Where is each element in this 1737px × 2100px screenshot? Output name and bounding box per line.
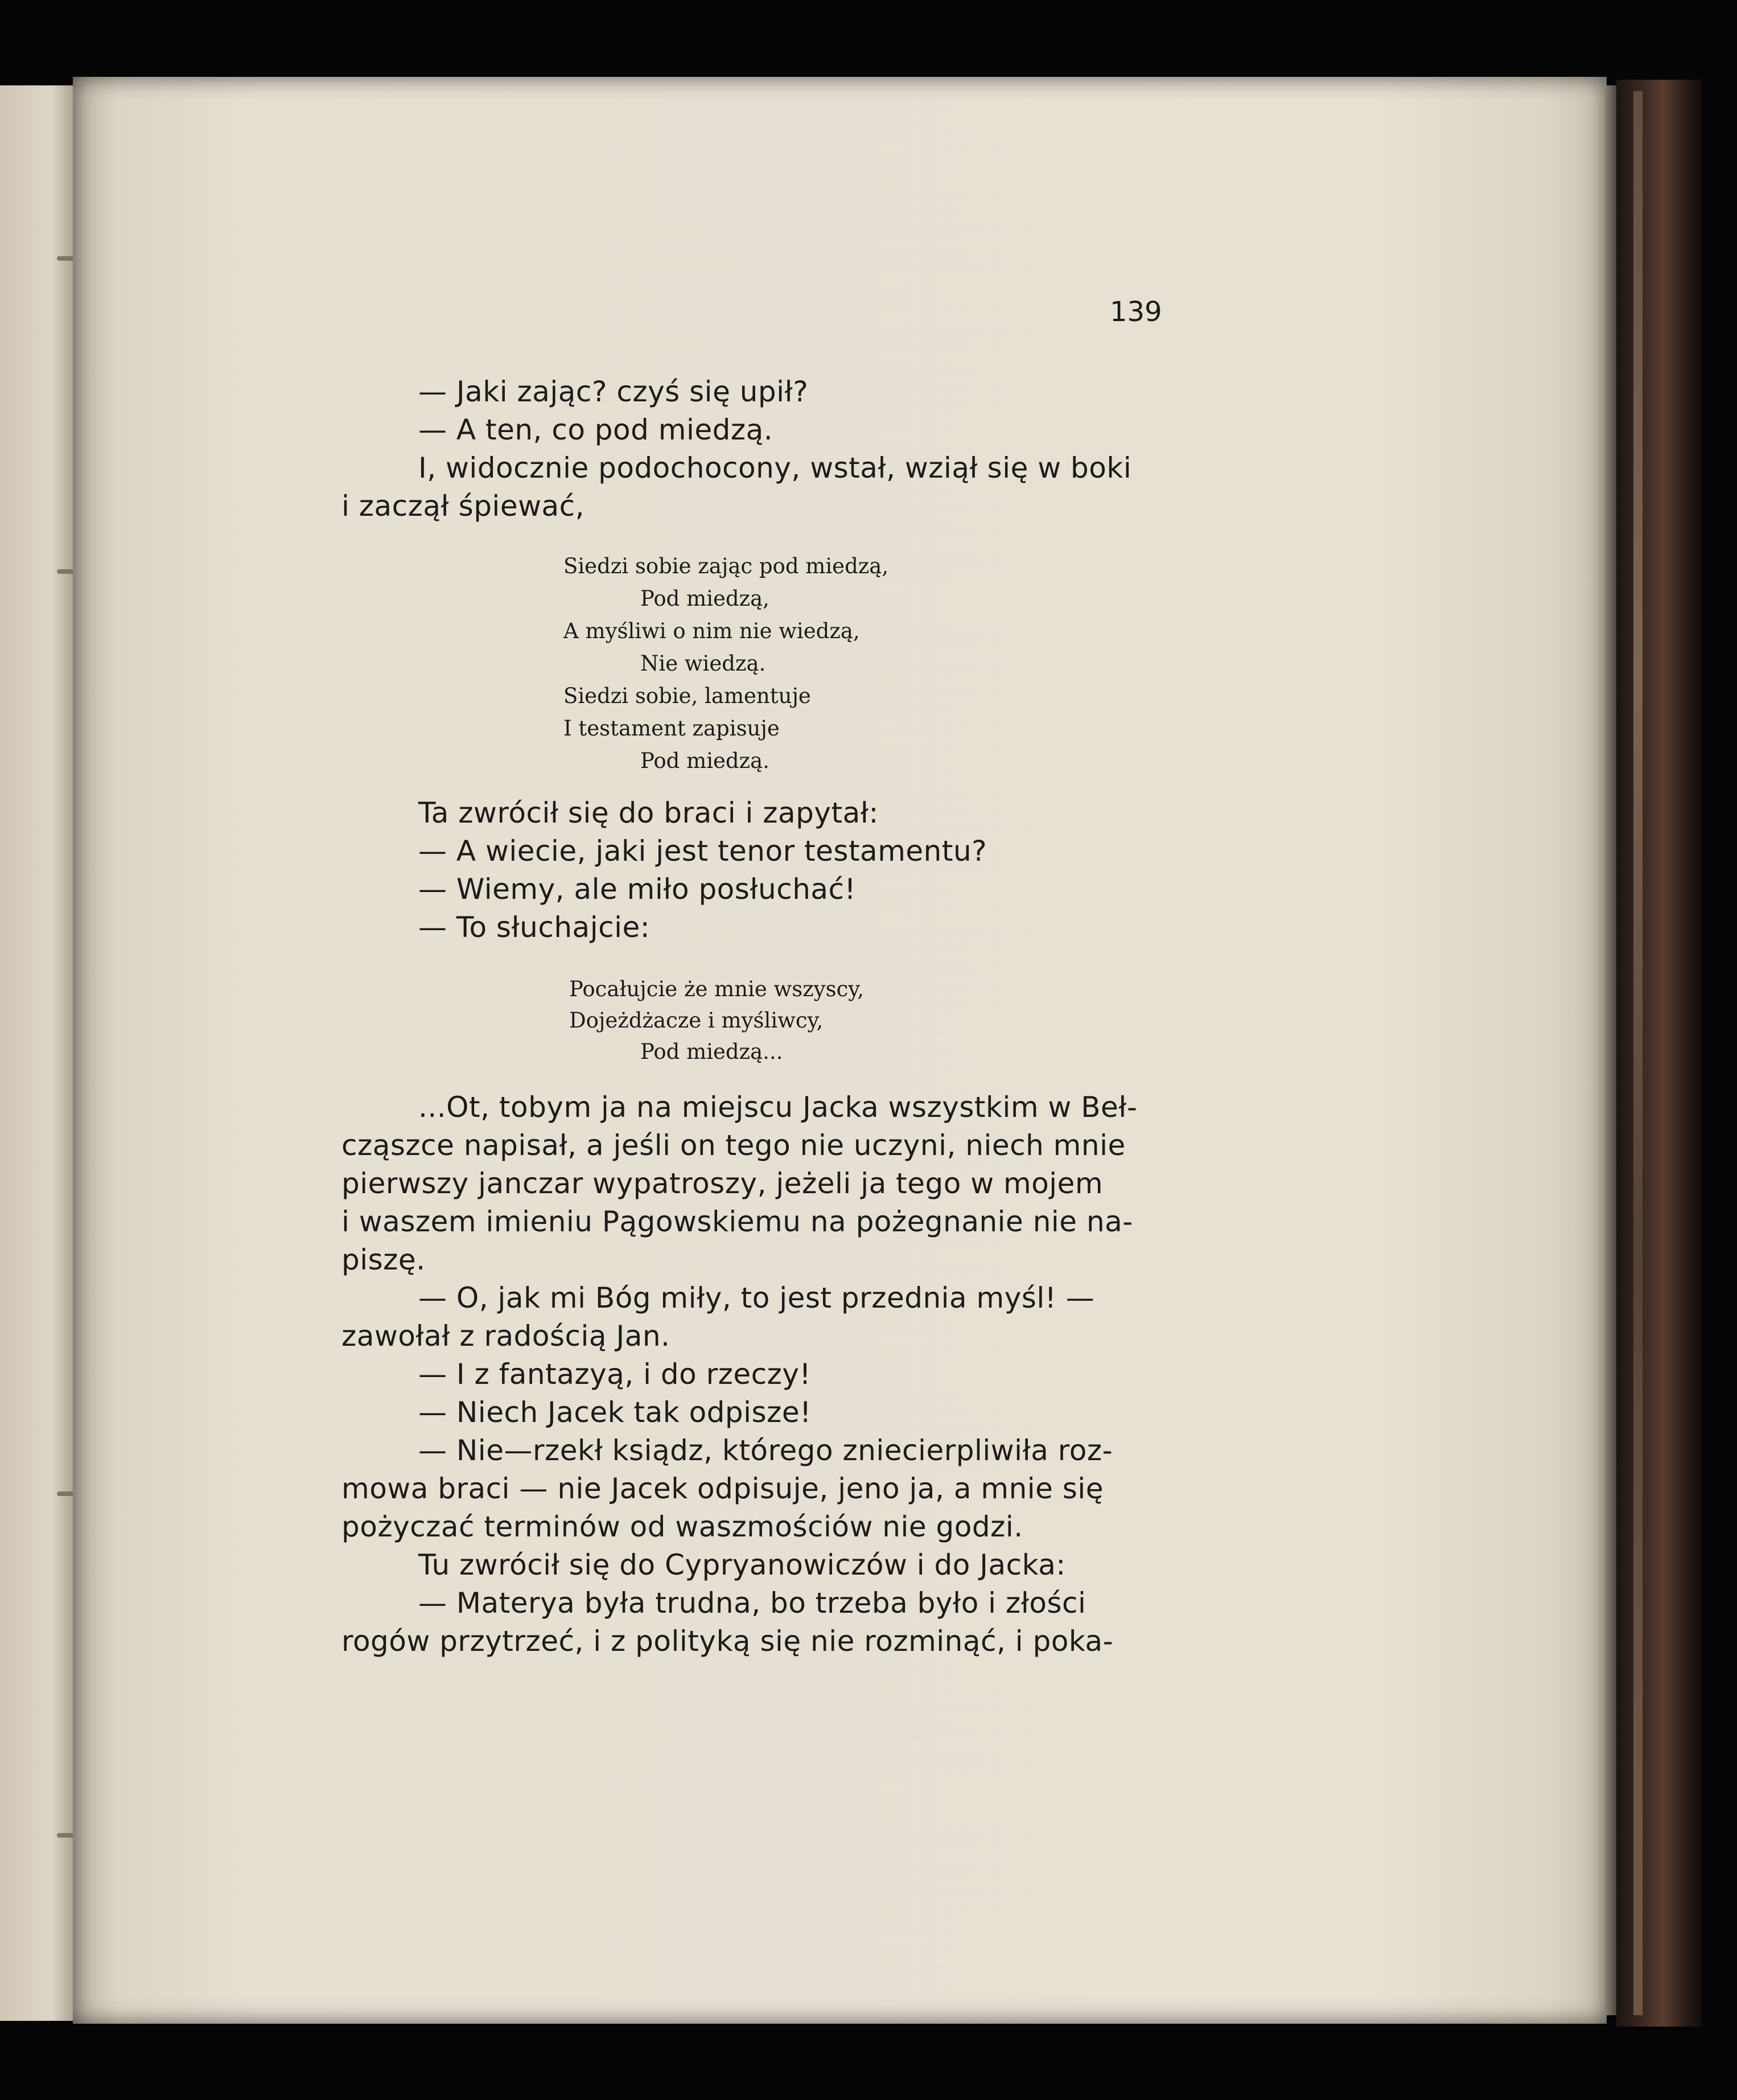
text-line: — O, jak mi Bóg miły, to jest przednia myśl! — <box>418 1281 1095 1314</box>
verse-line: Siedzi sobie zając pod miedzą, <box>563 554 889 578</box>
text-line: — Materya była trudna, bo trzeba było i złości <box>418 1587 1086 1620</box>
text-line: pożyczać terminów od waszmościów nie godzi. <box>341 1510 1023 1543</box>
text-line: — Nie—rzekł ksiądz, którego zniecierpliwiła roz- <box>418 1434 1113 1467</box>
text-line: I, widocznie podochocony, wstał, wziął się w boki <box>418 451 1132 484</box>
verse-line: Siedzi sobie, lamentuje <box>563 684 811 708</box>
text-line: piszę. <box>341 1243 426 1276</box>
verse-line: Pod miedzą... <box>640 1039 783 1064</box>
page-number: 139 <box>1110 296 1162 328</box>
book-cover-spine <box>1616 80 1702 2027</box>
text-line: i waszem imieniu Pągowskiemu na pożegnanie nie na- <box>341 1205 1133 1238</box>
book-page <box>73 77 1607 2024</box>
verse-line: I testament zapisuje <box>563 716 780 741</box>
verse-line: Pocałujcie że mnie wszyscy, <box>569 977 865 1001</box>
text-line: Tu zwrócił się do Cypryanowiczów i do Jacka: <box>418 1548 1066 1581</box>
text-line: — Jaki zając? czyś się upił? <box>418 375 809 408</box>
text-line: — To słuchajcie: <box>418 911 651 944</box>
text-line: rogów przytrzeć, i z polityką się nie rozminąć, i poka- <box>341 1625 1114 1658</box>
text-line: — Niech Jacek tak odpisze! <box>418 1396 812 1429</box>
text-line: i zaczął śpiewać, <box>341 490 585 523</box>
text-line: — A ten, co pod miedzą. <box>418 413 773 446</box>
text-line: zawołał z radością Jan. <box>341 1320 670 1353</box>
text-line: — I z fantazyą, i do rzeczy! <box>418 1358 812 1391</box>
left-page-edge <box>0 85 74 2021</box>
verse-line: Pod miedzą. <box>640 749 769 773</box>
text-line: pierwszy janczar wypatroszy, jeżeli ja tego w mojem <box>341 1167 1104 1200</box>
text-line: mowa braci — nie Jacek odpisuje, jeno ja, a mnie się <box>341 1472 1104 1505</box>
text-line: ...Ot, tobym ja na miejscu Jacka wszystkim w Beł- <box>418 1091 1138 1124</box>
cover-edge-stripe <box>1633 91 1643 2015</box>
verse-line: Pod miedzą, <box>640 586 769 611</box>
text-line: — A wiecie, jaki jest tenor testamentu? <box>418 835 987 868</box>
verse-line: Dojeżdżacze i myśliwcy, <box>569 1008 824 1033</box>
text-line: cząszce napisał, a jeśli on tego nie uczyni, niech mnie <box>341 1129 1126 1162</box>
page-edge-right <box>1605 85 1616 2015</box>
text-line: — Wiemy, ale miło posłuchać! <box>418 873 857 906</box>
text-line: Ta zwrócił się do braci i zapytał: <box>418 796 879 829</box>
verse-line: A myśliwi o nim nie wiedzą, <box>563 619 860 643</box>
verse-line: Nie wiedzą. <box>640 651 766 676</box>
